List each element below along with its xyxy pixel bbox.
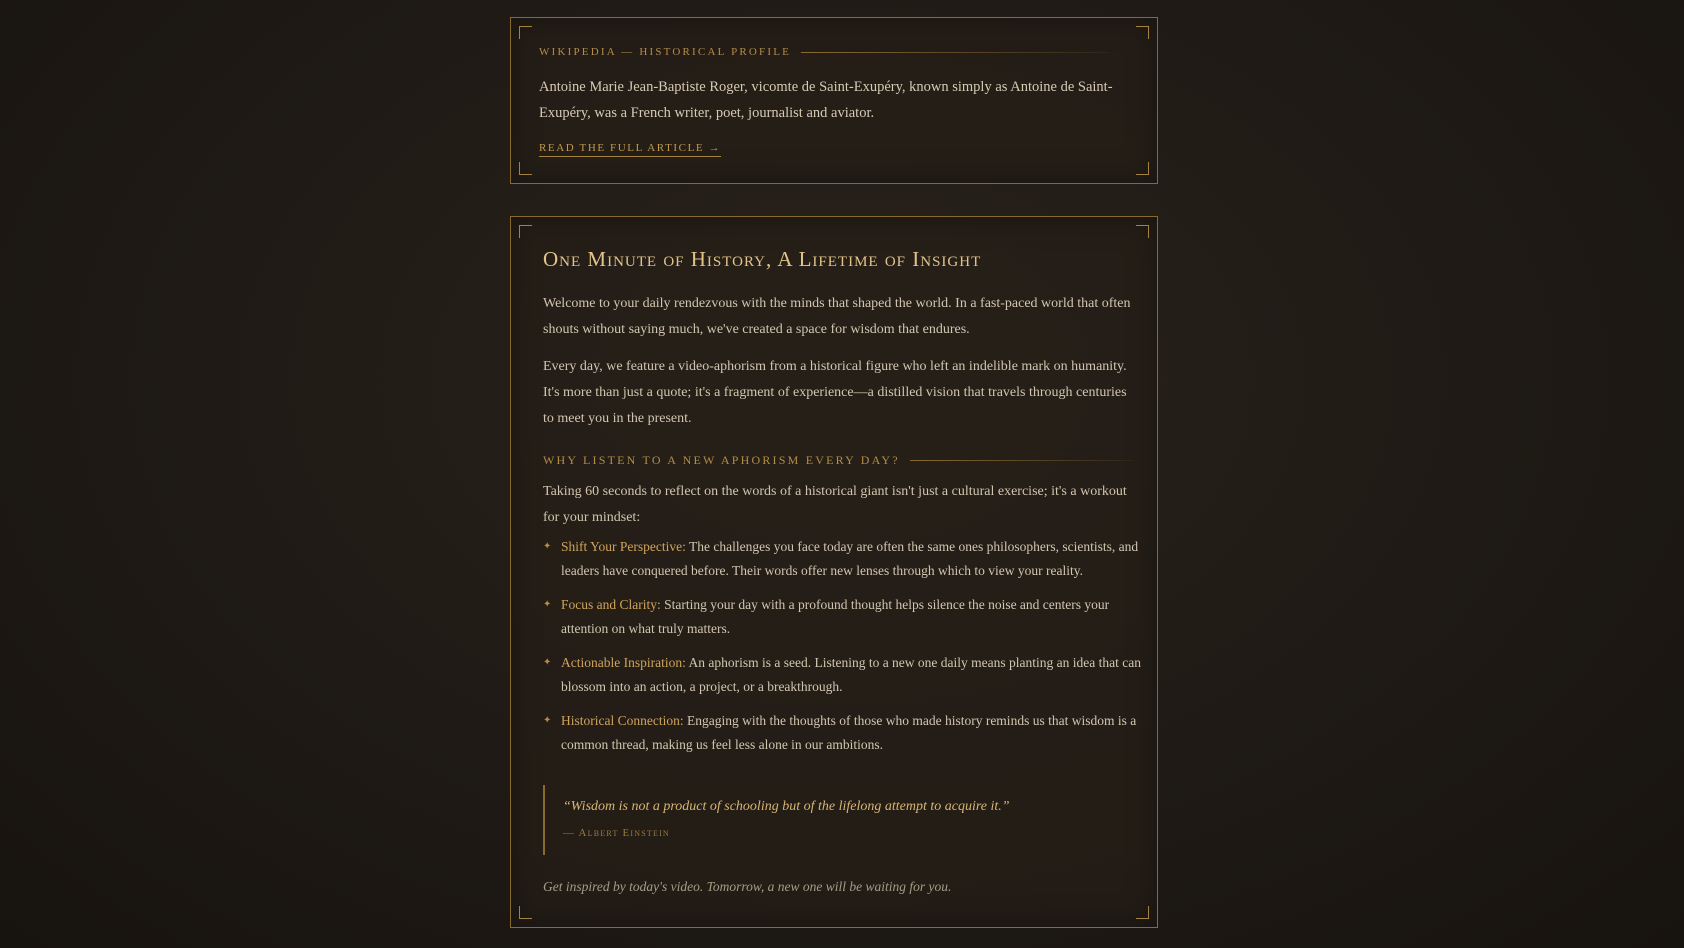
corner-ornament [1136,225,1149,238]
list-item [543,535,1143,583]
eyebrow-divider [801,52,1109,53]
corner-ornament [1136,906,1149,919]
wikipedia-profile-card [510,17,1158,184]
heading-divider [910,460,1133,461]
corner-ornament [519,225,532,238]
corner-ornament [1136,162,1149,175]
list-item [543,593,1143,641]
benefit-text: The challenges you face today are often the same ones philosophers, scientists, and leaders have conquered before. Their words offer new lenses through which to view your reality. [561,539,1139,578]
corner-ornament [519,162,532,175]
profile-summary: Antoine Marie Jean-Baptiste Roger, vicomte de Saint-Exupéry, known simply as Antoine de Saint-Exupéry, was a French writer, poet, journalist and aviator. [539,79,1113,121]
corner-ornament [519,906,532,919]
why-paragraph: Taking 60 seconds to reflect on the words of a historical giant isn't just a cultural exercise; it's a workout for your mindset: [543,484,1127,525]
quote-author: — Albert Einstein [563,827,670,839]
intro-paragraph-1: Welcome to your daily rendezvous with the minds that shaped the world. In a fast-paced world that often shouts without saying much, we've created a space for wisdom that endures. [543,296,1131,337]
featured-quote [543,785,1103,855]
closing-note: Get inspired by today's video. Tomorrow, a new one will be waiting for you. [543,879,952,894]
list-item [543,709,1143,757]
profile-eyebrow-label: WIKIPEDIA — HISTORICAL PROFILE [539,46,792,58]
why-section-heading [543,453,1133,468]
benefit-text: Engaging with the thoughts of those who made history reminds us that wisdom is a common thread, making us feel less alone in our ambitions. [561,713,1137,752]
main-content-card [510,216,1158,928]
read-full-article-link[interactable]: READ THE FULL ARTICLE → [539,142,721,157]
list-item [543,651,1143,699]
benefits-list [543,535,1143,767]
benefit-term: Actionable Inspiration: [561,655,686,670]
benefit-text: An aphorism is a seed. Listening to a new one daily means planting an idea that can blossom into an action, a project, or a breakthrough. [561,655,1141,694]
diamond-bullet-icon: ✦ [543,541,552,552]
page-title: One Minute of History, A Lifetime of Insight [543,247,982,271]
quote-text: “Wisdom is not a product of schooling but of the lifelong attempt to acquire it.” [563,799,1010,814]
diamond-bullet-icon: ✦ [543,599,552,610]
profile-eyebrow [539,46,1109,58]
intro-paragraph-2: Every day, we feature a video-aphorism from a historical figure who left an indelible mark on humanity. It's more than just a quote; it's a fragment of experience—a distilled vision that travels through centuries to meet you in the present. [543,359,1127,426]
benefit-text: Starting your day with a profound thought helps silence the noise and centers your attention on what truly matters. [561,597,1110,636]
why-heading-label: WHY LISTEN TO A NEW APHORISM EVERY DAY? [543,453,900,467]
diamond-bullet-icon: ✦ [543,715,552,726]
benefit-term: Focus and Clarity: [561,597,661,612]
diamond-bullet-icon: ✦ [543,657,552,668]
corner-ornament [1136,26,1149,39]
benefit-term: Shift Your Perspective: [561,539,686,554]
corner-ornament [519,26,532,39]
benefit-term: Historical Connection: [561,713,684,728]
